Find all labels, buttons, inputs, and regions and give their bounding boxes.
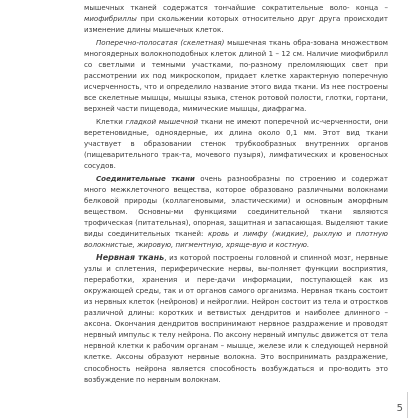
paragraph-smooth-muscle: Клетки гладкой мышечной ткани не имеют поперечной ис-черченности, они веретеновидные, одноядерные, их длина около 0,1 мм. Этот вид ткани участвует в образовании стенок трубкообразных внутренних органов (пищеварительного трак-та, мочевого пузыря), лимфатических и кровеносных сосудов. [84, 116, 388, 171]
term-myofibrils: миофибриллы [84, 14, 137, 24]
term-smooth-muscle: гладкой мышечной [125, 116, 199, 126]
page-edge-divider [407, 392, 408, 418]
paragraph-striated-muscle: Поперечно-полосатая (скелетная) мышечная ткань обра-зована множеством многоядерных волокноподобных клеток длиной 1 – 12 см. Наличие миофибрилл со светлыми и темными участками, по-разному преломляющих свет при рассмотрении их под микроскопом, придает клетке характерную поперечную исчерченность, что и определило название этого вида ткани. Из нее построены все скелетные мышцы, мышцы языка, стенок ротовой полости, глотки, гортани, верхней части пищевода, мимические мышцы, диафрагма. [84, 37, 388, 114]
page-number: 5 [396, 403, 403, 414]
term-striated: Поперечно-полосатая [96, 37, 178, 47]
paragraph-1: мышечных тканей содержатся тончайшие сократительные воло- конца – миофибриллы при скольжении которых относительно друг друга происходит изменение длины мышечных клеток. [84, 3, 388, 35]
term-connective-tissue: Соединительные ткани [96, 173, 195, 183]
paragraph-nervous-tissue: Нервная ткань, из которой построены головной и спинной мозг, нервные узлы и сплетения, периферические нервы, вы-полняет функции восприятия, переработки, хранения и пере-дачи информации, поступающей как из окружающей среды, так и от органов самого организма. Нервная ткань состоит из нервных клеток (нейронов) и нейроглии. Нейрон состоит из тела и отростков различной длины: коротких и ветвистых дендритов и наиболее длинного – аксона. Окончания дендритов воспринимают нервное раздражение и проводят нервный импульс к телу нейрона. По аксону нервный импульс движется от тела нервной клетки к рабочим органам – мышце, железе или к следующей нервной клетке. Аксоны образуют нервные волокна. Это воспринимать раздражение, способность нейрона является способность возбуждаться и про-водить это возбуждение по нервным волокнам. [84, 252, 388, 384]
term-nervous-tissue: Нервная ткань [96, 252, 165, 262]
connective-tissue-examples: кровь и лимфу (жидкие), рыхлую и плотную волокнистые, жировую, пигментную, хряще-вую и костную. [84, 229, 388, 250]
document-body [84, 2, 388, 385]
paragraph-connective-tissue: Соединительные ткани очень разнообразны по строению и содержат много межклеточного вещества, которое образовано различными волокнами белковой природы (коллагеновыми, эластическими) и основным аморфным веществом. Основны-ми функциями соединительной ткани являются трофическая (питательная), опорная, защитная и запасающая. Выделяют такие виды соединительных тканей: кровь и лимфу (жидкие), рыхлую и плотную волокнистые, жировую, пигментную, хряще-вую и костную. [84, 173, 388, 250]
term-skeletal: (скелетная) [180, 37, 225, 47]
